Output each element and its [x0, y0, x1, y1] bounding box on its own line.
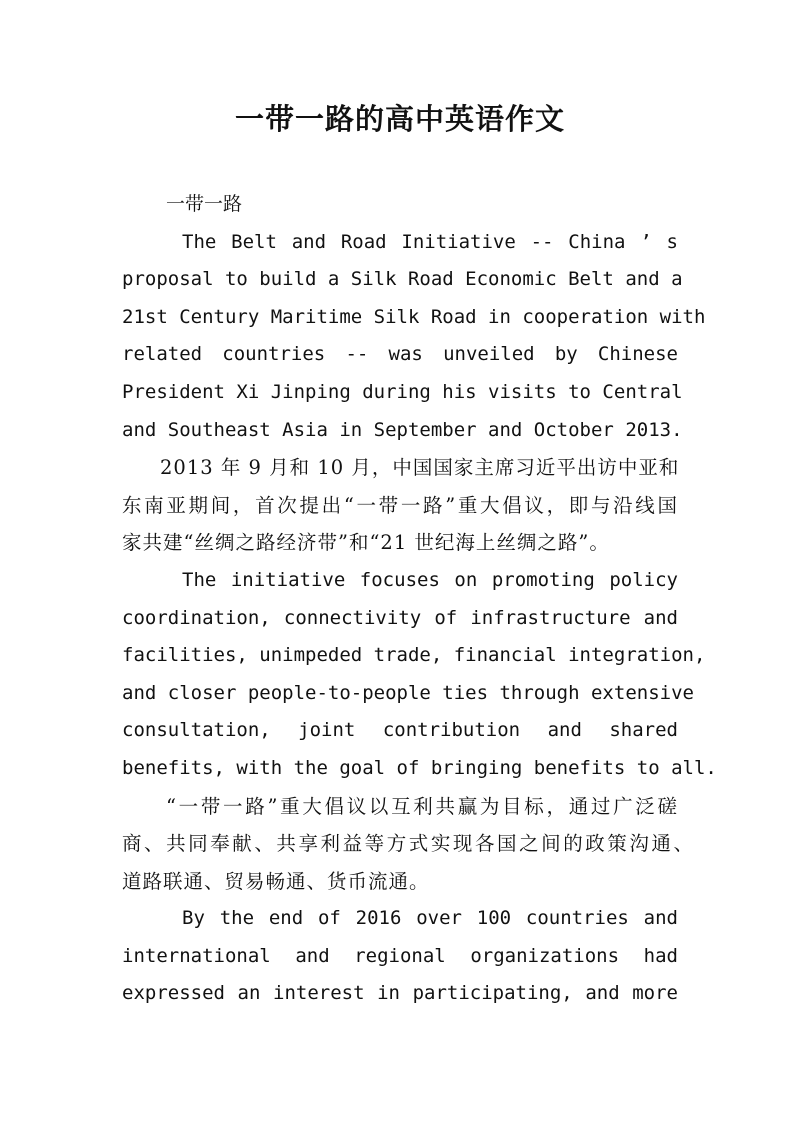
- paragraph-line: expressed an interest in participating, and more: [122, 982, 678, 1005]
- paragraph-line: 21st Century Maritime Silk Road in cooperation with: [122, 305, 706, 328]
- paragraph-line: President Xi Jinping during his visits to Central: [122, 380, 683, 403]
- paragraph-line: 商、共同奉献、共享利益等方式实现各国之间的政策沟通、: [122, 832, 694, 856]
- paragraph-line: “一带一路”重大倡议以互利共赢为目标，通过广泛磋: [166, 794, 678, 818]
- document-title: 一带一路的高中英语作文: [234, 102, 565, 136]
- paragraph-line: The Belt and Road Initiative -- China ’ s: [182, 230, 678, 253]
- paragraph-line: related countries -- was unveiled by Chinese: [122, 343, 678, 366]
- paragraph-line: 家共建“丝绸之路经济带”和“21 世纪海上丝绸之路”。: [122, 531, 610, 555]
- paragraph-line: proposal to build a Silk Road Economic Belt and a: [122, 268, 683, 291]
- paragraph-line: and closer people-to-people ties through extensive: [122, 681, 694, 704]
- paragraph-line: facilities, unimpeded trade, financial integration,: [122, 644, 706, 667]
- paragraph-line: benefits, with the goal of bringing benefits to all.: [122, 756, 717, 779]
- paragraph-line: international and regional organizations had: [122, 944, 678, 967]
- paragraph-line: 道路联通、贸易畅通、货币流通。: [122, 869, 430, 893]
- paragraph-line: 2013 年 9 月和 10 月，中国国家主席习近平出访中亚和: [160, 456, 680, 480]
- paragraph-line: consultation, joint contribution and shared: [122, 719, 678, 742]
- paragraph-line: 东南亚期间，首次提出“一带一路”重大倡议，即与沿线国: [122, 493, 678, 517]
- section-subtitle: 一带一路: [166, 193, 243, 215]
- paragraph-line: coordination, connectivity of infrastructure and: [122, 606, 678, 629]
- paragraph-line: and Southeast Asia in September and October 2013.: [122, 418, 683, 441]
- paragraph-line: By the end of 2016 over 100 countries and: [182, 907, 678, 930]
- document-body: [122, 186, 717, 1013]
- paragraph-line: The initiative focuses on promoting policy: [182, 568, 678, 591]
